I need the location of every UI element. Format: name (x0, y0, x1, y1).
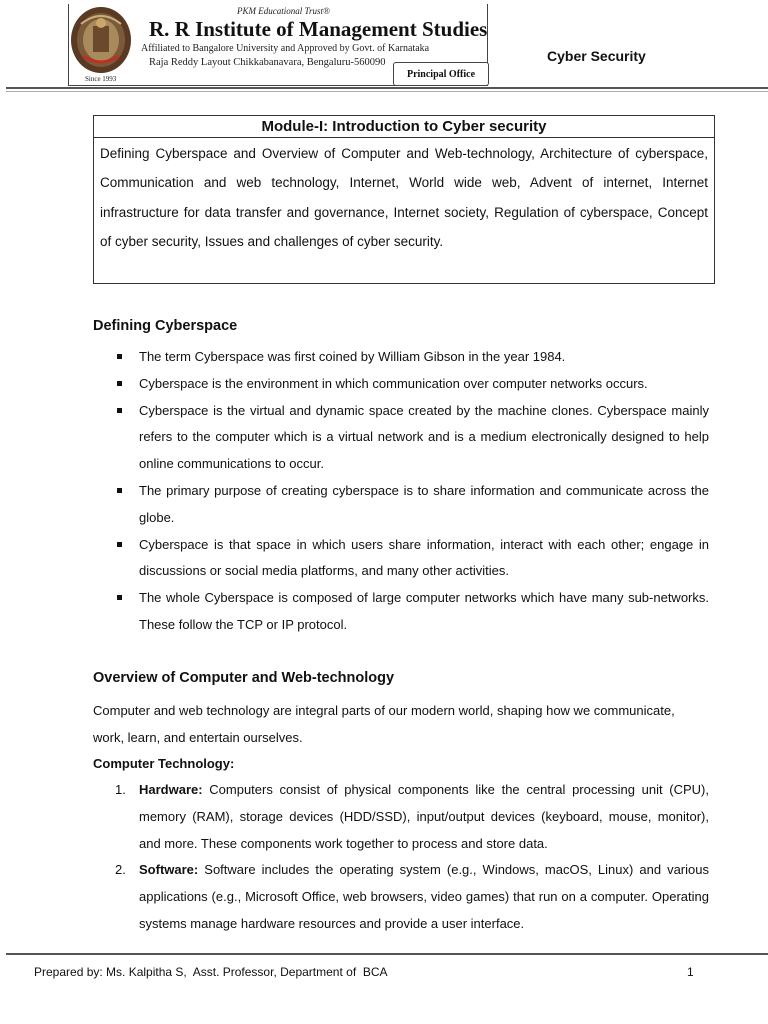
list-number: 1. (115, 782, 126, 797)
list-item: Cyberspace is that space in which users share information, interact with each other; engage in discussions or social media platforms, and many other activities. (93, 532, 709, 586)
module-box (93, 115, 715, 284)
header-divider-thin (6, 91, 768, 92)
item-text: Software includes the operating system (e.g., Windows, macOS, Linux) and various applications (e.g., Microsoft Office, web browsers, video games) that run on a computer. Operating systems manage hardware resources and provide a user interface. (139, 862, 709, 931)
header-divider (6, 87, 768, 89)
item-label: Hardware: (139, 782, 203, 797)
list-item (93, 857, 709, 937)
list-item: Cyberspace is the virtual and dynamic space created by the machine clones. Cyberspace mainly refers to the computer which is a virtual network and is a medium electronically designed to help online communications to occur. (93, 398, 709, 478)
institute-logo-icon (69, 6, 133, 78)
letterhead (68, 4, 488, 86)
bullet-square-icon (117, 595, 122, 600)
bullet-square-icon (117, 354, 122, 359)
module-description: Defining Cyberspace and Overview of Computer and Web-technology, Architecture of cyberspace, Communication and web technology, Internet, World wide web, Advent of internet, Internet infrastructure for data transfer and governance, Internet society, Regulation of cyberspace, Concept of cyber security, Issues and challenges of cyber security. (100, 146, 708, 249)
affiliation-text: Affiliated to Bangalore University and Approved by Govt. of Karnataka (141, 43, 430, 54)
institute-name: R. R Institute of Management Studies (149, 17, 488, 41)
list-item: The whole Cyberspace is composed of large computer networks which have many sub-networks. These follow the TCP or IP protocol. (93, 585, 709, 639)
principal-office-badge: Principal Office (393, 62, 489, 86)
trust-name: PKM Educational Trust® (237, 6, 330, 16)
item-label: Software: (139, 862, 199, 878)
page-number: 1 (687, 965, 694, 979)
section-heading-overview: Overview of Computer and Web-technology (93, 670, 395, 686)
section-heading-defining-cyberspace: Defining Cyberspace (93, 318, 238, 334)
overview-intro-paragraph: Computer and web technology are integral parts of our modern world, shaping how we communicate, work, learn, and entertain ourselves. (93, 703, 675, 745)
bullet-square-icon (117, 381, 122, 386)
prepared-by-text: Prepared by: Ms. Kalpitha S, Asst. Professor, Department of BCA (34, 965, 388, 979)
list-number: 2. (115, 862, 126, 878)
list-item (93, 777, 709, 857)
bullet-square-icon (117, 542, 122, 547)
list-item: The primary purpose of creating cyberspace is to share information and communicate across the globe. (93, 478, 709, 532)
item-text: Computers consist of physical components like the central processing unit (CPU), memory (RAM), storage devices (HDD/SSD), input/output devices (keyboard, mouse, monitor), and more. These components work together to process and store data. (139, 782, 709, 851)
address-text: Raja Reddy Layout Chikkabanavara, Bengaluru-560090 (149, 57, 386, 68)
module-title: Module-I: Introduction to Cyber security (94, 116, 714, 138)
footer-divider (6, 953, 768, 955)
list-item: Cyberspace is the environment in which communication over computer networks occurs. (93, 371, 709, 398)
bullet-square-icon (117, 408, 122, 413)
computer-technology-list (93, 777, 709, 938)
computer-technology-subheading: Computer Technology: (93, 756, 235, 771)
since-year: Since 1993 (85, 75, 117, 83)
subject-title: Cyber Security (547, 48, 646, 64)
bullet-square-icon (117, 488, 122, 493)
cyberspace-bullet-list (93, 344, 709, 639)
list-item: The term Cyberspace was first coined by William Gibson in the year 1984. (93, 344, 709, 371)
